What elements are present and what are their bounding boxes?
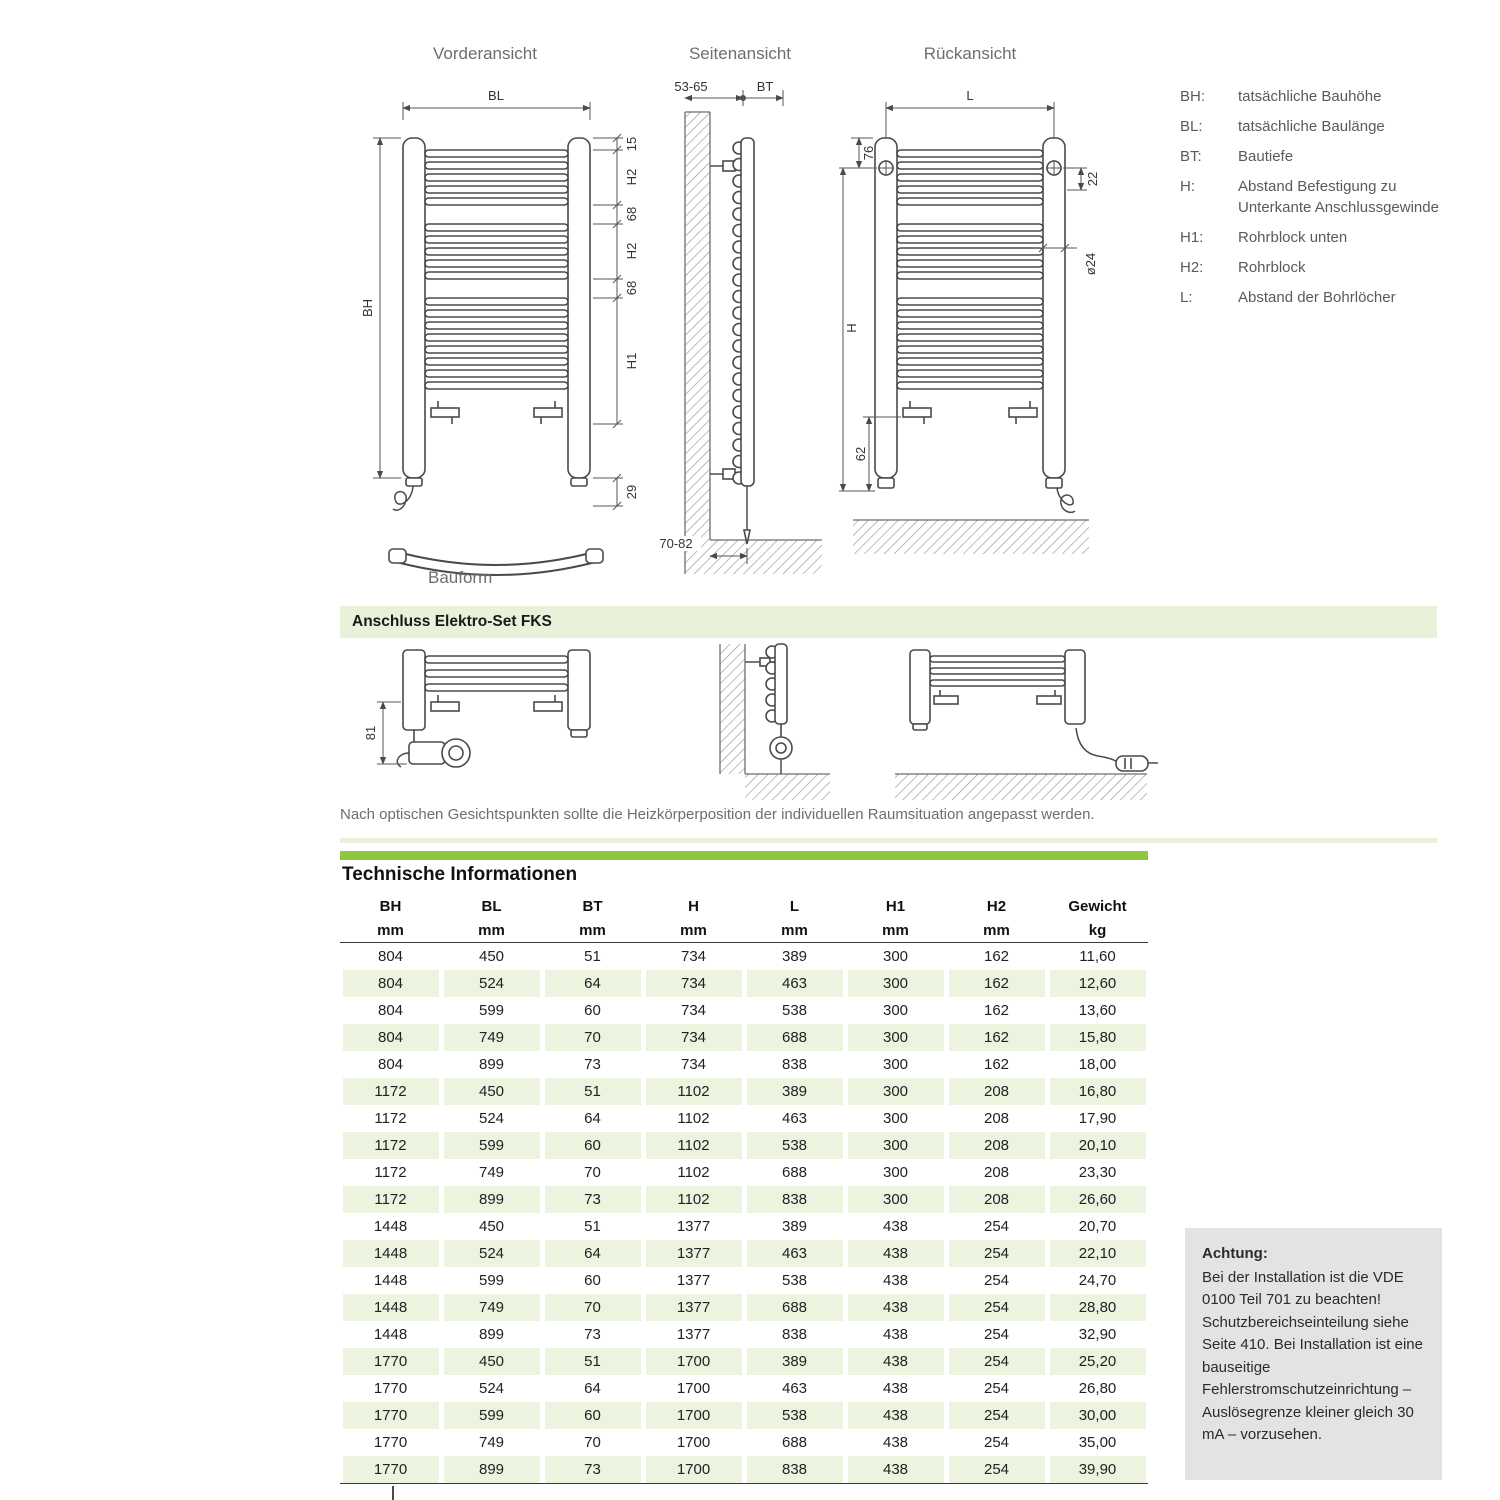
warning-text: Bei der Installation ist die VDE 0100 Teil 701 zu beachten! Schutzbereichseinteilung siehe Seite 410. Bei Installation ist eine bauseitige Fehlerstromschutzeinrichtung – Auslösegrenze kleiner gleich 30 mA – vorzusehen. — [1202, 1268, 1423, 1443]
floor-hatch — [853, 520, 1089, 554]
table-cell: 1700 — [646, 1402, 742, 1429]
table-cell: 32,90 — [1078, 1326, 1117, 1343]
side-view-title: Seitenansicht — [688, 44, 792, 63]
table-cell: 899 — [444, 1186, 540, 1213]
table-cell: 20,70 — [1078, 1218, 1117, 1235]
table-cell: 25,20 — [1050, 1348, 1146, 1375]
dim-label-76: 76 — [861, 145, 876, 161]
legend-item — [1180, 86, 1442, 107]
table-title: Technische Informationen — [342, 864, 578, 885]
legend-text: Abstand Befestigung zu Unterkante Anschlussgewinde — [1238, 178, 1439, 216]
bauform-label: Bauform — [428, 568, 493, 587]
table-cell: 438 — [882, 1326, 909, 1343]
floor-hatch — [895, 774, 1147, 800]
table-cell: 17,90 — [1078, 1110, 1117, 1127]
legend-item — [1180, 257, 1442, 278]
legend-item — [1180, 146, 1442, 167]
table-cell: 254 — [949, 1456, 1045, 1483]
dim-label-29: 29 — [624, 484, 639, 500]
table-cell: 899 — [478, 1056, 505, 1073]
table-cell: 73 — [545, 1456, 641, 1483]
table-row — [340, 1267, 1148, 1294]
table-body — [340, 943, 1148, 1483]
dim-label-68-lower: 68 — [624, 280, 639, 296]
table-cell: 70 — [545, 1294, 641, 1321]
table-cell: 300 — [848, 1078, 944, 1105]
table-cell: 64 — [584, 1110, 601, 1127]
legend-text: Rohrblock unten — [1238, 229, 1348, 246]
table-cell: 16,80 — [1050, 1078, 1146, 1105]
legend-item — [1180, 287, 1442, 308]
table-cell: 300 — [882, 1164, 909, 1181]
table-row — [340, 1240, 1148, 1267]
table-cell: 1102 — [646, 1132, 742, 1159]
table-cell: 450 — [444, 1078, 540, 1105]
table-cell: 1172 — [374, 1110, 407, 1127]
column-unit: kg — [1088, 922, 1107, 939]
table-cell: 28,80 — [1050, 1294, 1146, 1321]
dim-label-bh: BH — [360, 298, 375, 318]
table-cell: 162 — [983, 1002, 1010, 1019]
table-cell: 804 — [377, 948, 404, 965]
table-cell: 39,90 — [1050, 1456, 1146, 1483]
table-cell: 1377 — [646, 1240, 742, 1267]
table-cell: 1102 — [677, 1110, 710, 1127]
column-unit: mm — [377, 922, 404, 939]
dim-label-diameter: ø24 — [1083, 252, 1098, 276]
cable-curl — [393, 486, 413, 510]
table-cell: 1377 — [676, 1218, 711, 1235]
plug-connector — [1116, 756, 1148, 771]
table-cell: 1377 — [646, 1294, 742, 1321]
table-cell: 524 — [478, 1110, 505, 1127]
column-label: BL — [481, 898, 502, 915]
table-cell: 804 — [377, 1002, 404, 1019]
table-cell: 1172 — [343, 1186, 439, 1213]
table-cell: 18,00 — [1078, 1056, 1117, 1073]
table-cell: 30,00 — [1050, 1402, 1146, 1429]
legend-key: H2: — [1180, 259, 1204, 276]
table-cell: 1172 — [343, 1132, 439, 1159]
table-row — [340, 1051, 1148, 1078]
table-cell: 538 — [781, 1002, 808, 1019]
table-cell: 254 — [949, 1348, 1045, 1375]
table-row — [340, 943, 1148, 970]
warning-box — [1185, 1228, 1442, 1480]
table-cell: 1448 — [373, 1326, 408, 1343]
table-cell: 12,60 — [1050, 970, 1146, 997]
table-cell: 254 — [983, 1272, 1010, 1289]
legend-text: tatsächliche Baulänge — [1238, 118, 1385, 135]
dim-label-l: L — [966, 88, 974, 103]
table-row — [340, 1402, 1148, 1429]
legend-key: H1: — [1180, 229, 1204, 246]
section-divider — [340, 838, 1437, 843]
table-cell: 899 — [478, 1326, 505, 1343]
legend-key: BH: — [1180, 88, 1206, 105]
table-cell: 389 — [747, 1078, 843, 1105]
table-cell: 51 — [584, 1218, 601, 1235]
warning-title: Achtung: — [1202, 1245, 1268, 1262]
table-cell: 51 — [545, 1348, 641, 1375]
table-cell: 23,30 — [1078, 1164, 1117, 1181]
table-cell: 300 — [882, 948, 909, 965]
legend — [1180, 86, 1442, 317]
column-label: Gewicht — [1068, 898, 1127, 915]
table-cell: 300 — [882, 1002, 909, 1019]
table-cell: 60 — [584, 1272, 601, 1289]
legend-text: Rohrblock — [1238, 259, 1306, 276]
bauform-shape — [389, 549, 603, 570]
column-label: H — [688, 898, 699, 915]
table-cell: 162 — [983, 948, 1010, 965]
front-rungs — [425, 150, 568, 389]
table-cell: 438 — [848, 1348, 944, 1375]
table-cell: 60 — [545, 1402, 641, 1429]
table-row — [340, 1321, 1148, 1348]
table-cell: 1770 — [373, 1380, 408, 1397]
table-cell: 524 — [444, 970, 540, 997]
table-cell: 1377 — [676, 1272, 711, 1289]
table-cell: 1700 — [676, 1434, 711, 1451]
column-unit: mm — [781, 922, 808, 939]
table-cell: 389 — [781, 1218, 808, 1235]
elektro-section-title: Anschluss Elektro-Set FKS — [352, 613, 552, 630]
table-cell: 838 — [747, 1456, 843, 1483]
dim-label-68-upper: 68 — [624, 206, 639, 222]
table-cell: 463 — [781, 1110, 808, 1127]
table-cell: 749 — [444, 1294, 540, 1321]
table-row — [340, 1186, 1148, 1213]
table-cell: 734 — [680, 1002, 707, 1019]
table-cell: 438 — [848, 1402, 944, 1429]
table-cell: 35,00 — [1078, 1434, 1117, 1451]
table-row — [340, 1159, 1148, 1186]
table-cell: 1770 — [343, 1348, 439, 1375]
table-cell: 450 — [478, 948, 505, 965]
table-cell: 438 — [882, 1272, 909, 1289]
table-cell: 749 — [444, 1024, 540, 1051]
column-unit: mm — [680, 922, 707, 939]
table-cell: 838 — [781, 1056, 808, 1073]
column-unit: mm — [983, 922, 1010, 939]
table-cell: 162 — [983, 1056, 1010, 1073]
table-cell: 70 — [584, 1434, 601, 1451]
dim-label-bt: BT — [756, 79, 774, 94]
table-cell: 838 — [781, 1326, 808, 1343]
table-cell: 51 — [584, 948, 601, 965]
table-cell: 804 — [343, 1024, 439, 1051]
table-cell: 524 — [478, 1380, 505, 1397]
table-cell: 60 — [545, 1132, 641, 1159]
table-cell: 1448 — [343, 1294, 439, 1321]
table-cell: 1770 — [343, 1456, 439, 1483]
floor-hatch — [710, 540, 822, 574]
legend-key: BT: — [1180, 148, 1202, 165]
table-row — [340, 1024, 1148, 1051]
elektro-side-drawing — [700, 644, 830, 804]
table-cell: 688 — [747, 1024, 843, 1051]
table-cell: 300 — [848, 1024, 944, 1051]
dim-label-bl: BL — [488, 88, 504, 103]
elektro-rear-rungs — [930, 656, 1065, 686]
table-cell: 70 — [584, 1164, 601, 1181]
table-cell: 254 — [983, 1380, 1010, 1397]
table-cell: 1448 — [373, 1218, 408, 1235]
legend-item — [1180, 227, 1442, 248]
table-row — [340, 1213, 1148, 1240]
table-cell: 804 — [377, 1056, 404, 1073]
elektro-front-drawing — [355, 644, 655, 804]
dim-label-h1: H1 — [624, 352, 639, 370]
table-row — [340, 1429, 1148, 1456]
rear-rungs — [897, 150, 1043, 389]
table-cell: 15,80 — [1050, 1024, 1146, 1051]
cable-curl — [1057, 488, 1075, 512]
column-label: H1 — [885, 898, 906, 915]
table-cell: 538 — [747, 1132, 843, 1159]
column-label: L — [789, 898, 800, 915]
table-cell: 162 — [949, 1024, 1045, 1051]
table-row — [340, 1105, 1148, 1132]
table-cell: 538 — [781, 1272, 808, 1289]
table-cell: 208 — [949, 1132, 1045, 1159]
technical-table — [340, 894, 1148, 1484]
table-cell: 599 — [478, 1272, 505, 1289]
elektro-section-header — [340, 606, 1437, 638]
column-unit: mm — [478, 922, 505, 939]
legend-key: L: — [1180, 289, 1193, 306]
table-cell: 254 — [949, 1240, 1045, 1267]
table-cell: 73 — [584, 1056, 601, 1073]
table-cell: 1448 — [373, 1272, 408, 1289]
legend-text: tatsächliche Bauhöhe — [1238, 88, 1382, 105]
table-cell: 688 — [747, 1294, 843, 1321]
table-cell: 438 — [882, 1218, 909, 1235]
table-cell: 1700 — [676, 1380, 711, 1397]
rear-view-title: Rückansicht — [923, 44, 1017, 63]
legend-text: Abstand der Bohrlöcher — [1238, 289, 1396, 306]
table-cell: 24,70 — [1078, 1272, 1117, 1289]
table-cell: 300 — [848, 1186, 944, 1213]
table-cell: 688 — [781, 1164, 808, 1181]
table-cell: 438 — [882, 1380, 909, 1397]
table-cell: 1102 — [677, 1164, 710, 1181]
table-row — [340, 1456, 1148, 1483]
table-row — [340, 1132, 1148, 1159]
table-cell: 1377 — [676, 1326, 711, 1343]
column-unit: mm — [579, 922, 606, 939]
table-cell: 438 — [882, 1434, 909, 1451]
table-cell: 73 — [545, 1186, 641, 1213]
side-view-drawing — [655, 78, 825, 608]
elektro-rear-drawing — [880, 644, 1160, 804]
rear-view-drawing — [835, 78, 1105, 608]
table-cell: 300 — [848, 970, 944, 997]
column-label: H2 — [986, 898, 1007, 915]
table-cell: 1172 — [343, 1078, 439, 1105]
column-label: BT — [582, 898, 603, 915]
table-cell: 438 — [848, 1294, 944, 1321]
table-cell: 524 — [444, 1240, 540, 1267]
table-cell: 208 — [949, 1186, 1045, 1213]
table-cell: 599 — [478, 1002, 505, 1019]
table-cell: 1102 — [646, 1186, 742, 1213]
table-cell: 22,10 — [1050, 1240, 1146, 1267]
table-cell: 734 — [680, 948, 707, 965]
dim-label-h: H — [844, 323, 859, 333]
elektro-front-rungs — [425, 656, 568, 691]
table-cell: 749 — [478, 1164, 505, 1181]
table-cell: 208 — [983, 1110, 1010, 1127]
table-cell: 60 — [584, 1002, 601, 1019]
table-cell: 538 — [747, 1402, 843, 1429]
legend-item — [1180, 176, 1442, 218]
table-cell: 599 — [444, 1132, 540, 1159]
table-row — [340, 1375, 1148, 1402]
table-cell: 389 — [781, 948, 808, 965]
table-cell: 599 — [444, 1402, 540, 1429]
table-cell: 463 — [747, 970, 843, 997]
legend-text: Bautiefe — [1238, 148, 1294, 165]
table-cell: 438 — [848, 1456, 944, 1483]
table-row — [340, 1348, 1148, 1375]
dim-label-wall-distance: 53-65 — [674, 79, 708, 94]
dim-label-h2-lower: H2 — [624, 242, 639, 260]
table-cell: 300 — [848, 1132, 944, 1159]
table-cell: 51 — [545, 1078, 641, 1105]
column-unit: mm — [882, 922, 909, 939]
table-bottom-rule — [340, 1483, 1148, 1484]
cable — [1076, 728, 1118, 763]
table-cell: 1172 — [374, 1164, 407, 1181]
table-cell: 20,10 — [1050, 1132, 1146, 1159]
table-head-labels — [340, 894, 1148, 920]
table-cell: 254 — [983, 1326, 1010, 1343]
table-cell: 1770 — [373, 1434, 408, 1451]
table-cell: 804 — [343, 970, 439, 997]
heating-element — [409, 742, 445, 764]
legend-key: H: — [1180, 178, 1195, 195]
table-cell: 254 — [949, 1294, 1045, 1321]
page-edge-fragment — [392, 1486, 394, 1500]
dim-label-15: 15 — [624, 136, 639, 152]
table-cell: 64 — [584, 1380, 601, 1397]
table-cell: 26,80 — [1078, 1380, 1117, 1397]
table-cell: 70 — [545, 1024, 641, 1051]
table-cell: 1700 — [646, 1348, 742, 1375]
table-cell: 749 — [478, 1434, 505, 1451]
table-row — [340, 1078, 1148, 1105]
table-cell: 450 — [478, 1218, 505, 1235]
legend-item — [1180, 116, 1442, 137]
position-note: Nach optischen Gesichtspunkten sollte die Heizkörperposition der individuellen Raumsituation angepasst werden. — [340, 806, 1095, 823]
wall-hatch — [685, 112, 710, 574]
table-cell: 73 — [584, 1326, 601, 1343]
table-cell: 450 — [444, 1348, 540, 1375]
dim-label-floor-distance: 70-82 — [659, 536, 693, 551]
table-row — [340, 970, 1148, 997]
table-cell: 254 — [983, 1434, 1010, 1451]
table-cell: 1448 — [343, 1240, 439, 1267]
table-cell: 26,60 — [1050, 1186, 1146, 1213]
table-row — [340, 997, 1148, 1024]
table-cell: 463 — [781, 1380, 808, 1397]
table-cell: 254 — [949, 1402, 1045, 1429]
table-cell: 438 — [848, 1240, 944, 1267]
table-cell: 1770 — [343, 1402, 439, 1429]
column-label: BH — [379, 898, 402, 915]
table-cell: 389 — [747, 1348, 843, 1375]
table-cell: 1700 — [646, 1456, 742, 1483]
table-cell: 734 — [646, 1024, 742, 1051]
table-row — [340, 1294, 1148, 1321]
floor-hatch — [745, 774, 830, 800]
table-cell: 734 — [646, 970, 742, 997]
table-cell: 208 — [949, 1078, 1045, 1105]
table-cell: 64 — [545, 970, 641, 997]
front-view-drawing — [355, 78, 655, 608]
table-cell: 734 — [680, 1056, 707, 1073]
table-cell: 838 — [747, 1186, 843, 1213]
table-cell: 208 — [983, 1164, 1010, 1181]
table-cell: 11,60 — [1079, 948, 1116, 965]
table-cell: 688 — [781, 1434, 808, 1451]
dim-label-81: 81 — [363, 725, 378, 741]
dim-label-h2-upper: H2 — [624, 168, 639, 186]
front-view-title: Vorderansicht — [433, 44, 537, 63]
table-cell: 162 — [949, 970, 1045, 997]
table-cell: 899 — [444, 1456, 540, 1483]
legend-key: BL: — [1180, 118, 1203, 135]
wall-hatch — [720, 644, 745, 774]
dim-label-62: 62 — [853, 446, 868, 462]
table-cell: 1102 — [646, 1078, 742, 1105]
table-cell: 300 — [882, 1110, 909, 1127]
table-cell: 13,60 — [1078, 1002, 1117, 1019]
table-cell: 254 — [983, 1218, 1010, 1235]
accent-bar — [340, 851, 1148, 860]
table-cell: 463 — [747, 1240, 843, 1267]
dim-label-22: 22 — [1085, 171, 1100, 187]
table-cell: 300 — [882, 1056, 909, 1073]
table-cell: 64 — [545, 1240, 641, 1267]
table-head-units — [340, 920, 1148, 942]
